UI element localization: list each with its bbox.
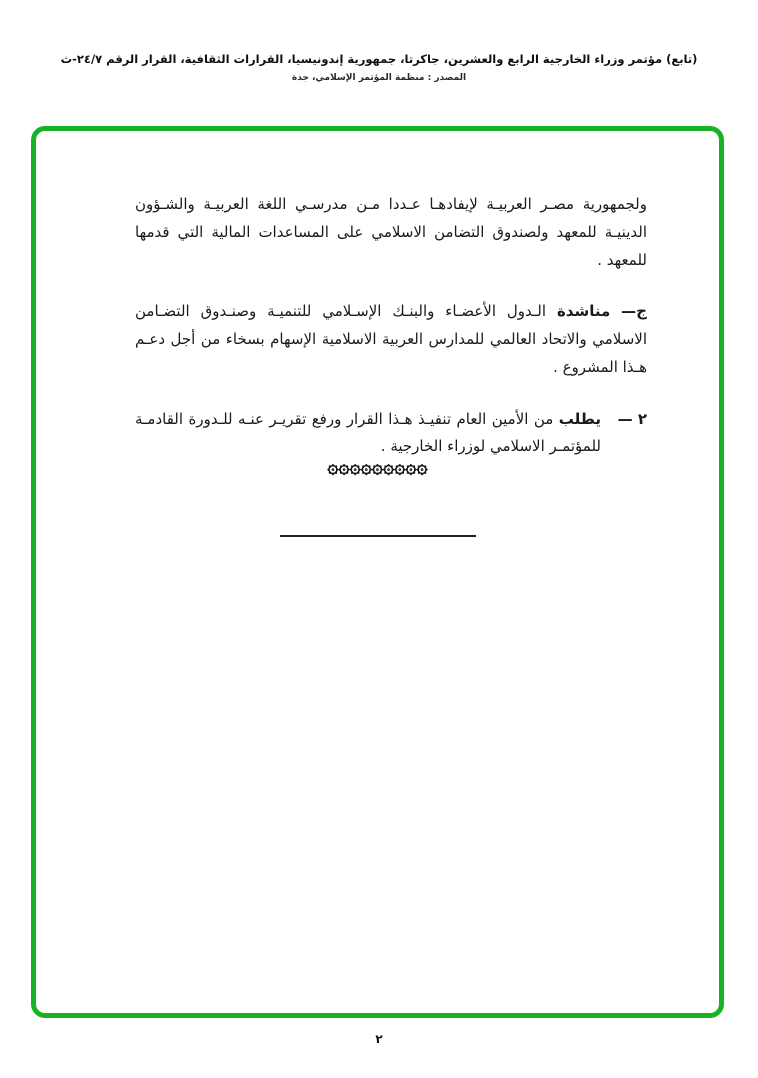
document-frame bbox=[31, 126, 724, 1018]
document-body bbox=[135, 191, 647, 485]
item-c-text: الـدول الأعضـاء والبنـك الإسـلامي للتنميـة وصنـدوق التضـامن الاسلامي والاتحاد العالمي للمدارس العربية الاسلامية الإسهام بسخاء من أجل دعـم هـذا المشروع . bbox=[135, 302, 647, 376]
paragraph-item-2 bbox=[135, 406, 647, 462]
page-header bbox=[0, 52, 758, 83]
item-c-keyword: مناشدة bbox=[556, 302, 611, 321]
paragraph-item-c bbox=[135, 298, 647, 381]
item-c-label: ج— bbox=[621, 302, 647, 321]
item-2-keyword: يطلب bbox=[558, 409, 601, 428]
ornament-divider: ۞۞۞۞۞۞۞۞۞ bbox=[327, 456, 428, 478]
page-number: ٢ bbox=[375, 1032, 383, 1046]
header-title: (تابع) مؤتمر وزراء الخارجية الرابع والعشرين، جاكرتا، جمهورية إندونيسيا، القرارات الثقافية، القرار الرقم ٢٤/٧-ث bbox=[60, 52, 698, 66]
item-2-text: من الأمين العام تنفيـذ هـذا القرار ورفع تقريـر عنـه للـدورة القادمـة للمؤتمـر الاسلامي لوزراء الخارجية . bbox=[135, 409, 601, 456]
header-source: المصدر : منظمة المؤتمر الإسلامي، جدة bbox=[291, 73, 467, 83]
separator-line bbox=[280, 535, 476, 537]
item-2-number: ٢ — bbox=[617, 409, 647, 428]
paragraph-continuation: ولجمهورية مصـر العربيـة لإيفادهـا عـددا مـن مدرسـي اللغة العربيـة والشـؤون الدينيـة للمعهد ولصندوق التضامن الاسلامي على المساعدات المالية التي قدمها للمعهد . bbox=[135, 195, 647, 269]
